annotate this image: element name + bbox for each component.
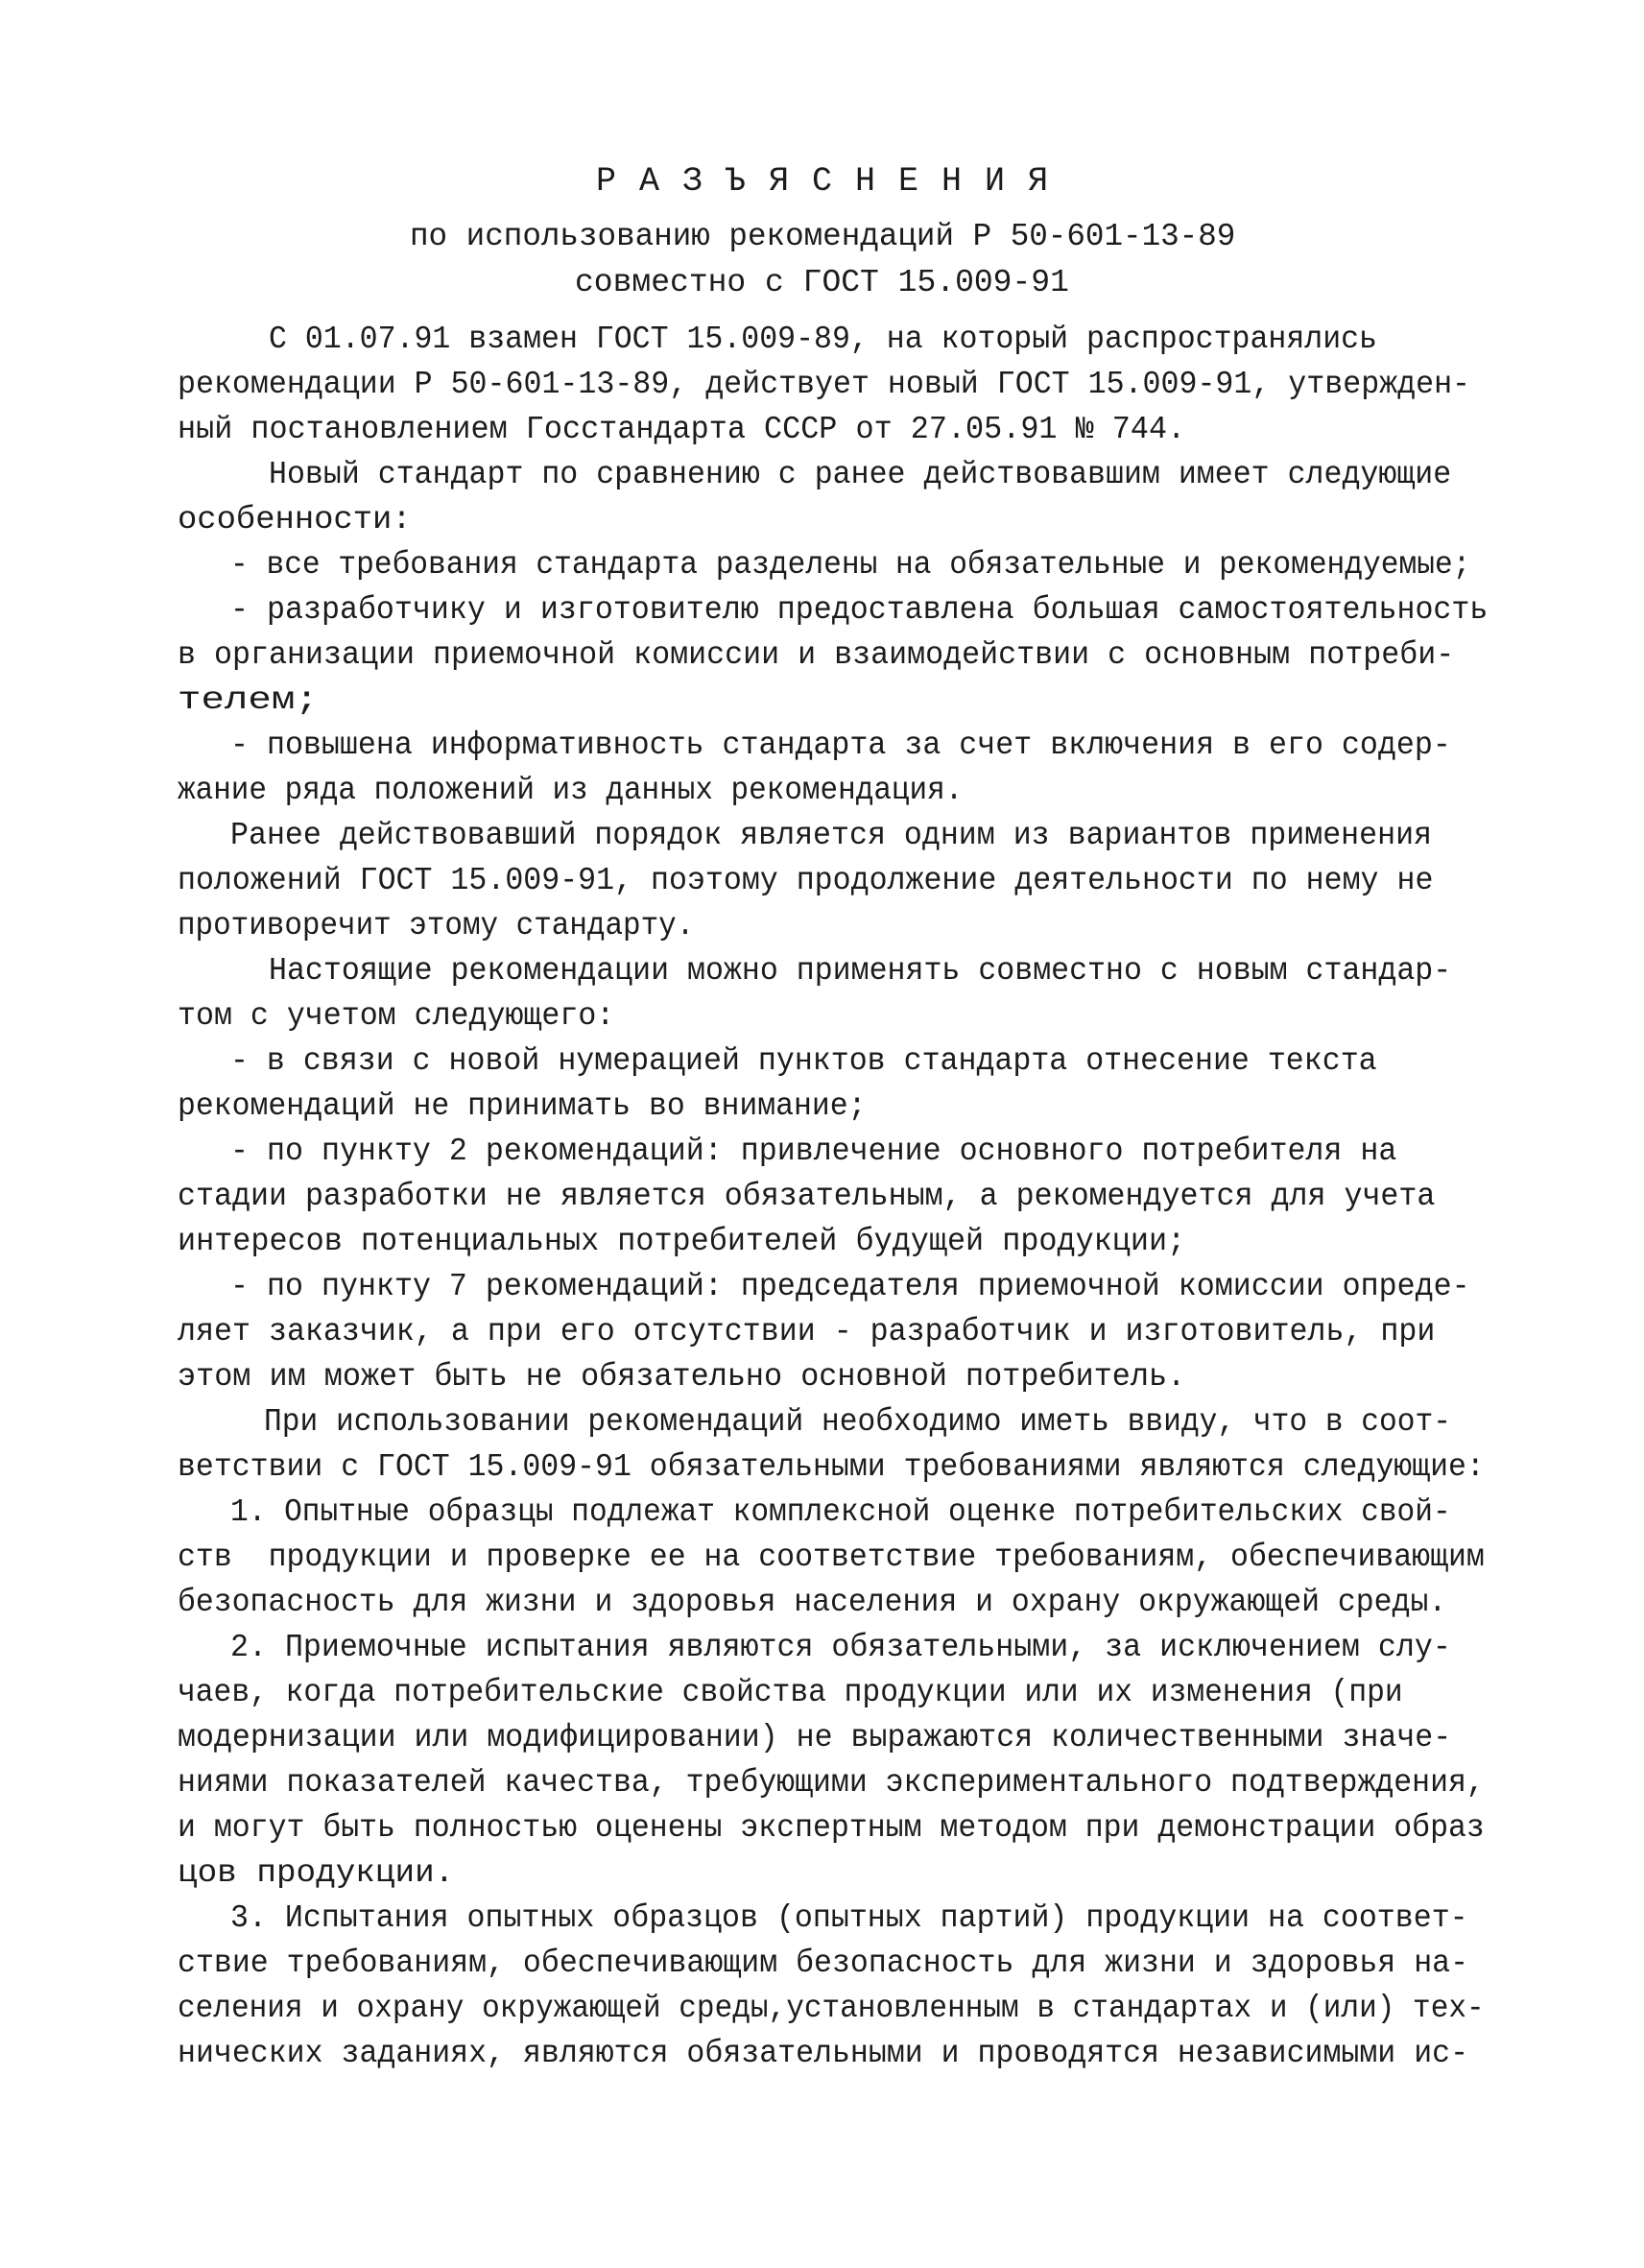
body-line: ляет заказчик, а при его отсутствии - разработчик и изготовитель, при bbox=[178, 1314, 1436, 1349]
document-title: РАЗЪЯСНЕНИЯ bbox=[595, 162, 1072, 201]
body-line: - по пункту 2 рекомендаций: привлечение основного потребителя на bbox=[230, 1134, 1397, 1169]
body-line: стадии разработки не является обязательным, а рекомендуется для учета bbox=[178, 1179, 1436, 1214]
body-line: - все требования стандарта разделены на обязательные и рекомендуемые; bbox=[230, 547, 1471, 583]
body-line: При использовании рекомендаций необходимо иметь ввиду, что в соот- bbox=[264, 1404, 1452, 1440]
body-line: 3. Испытания опытных образцов (опытных партий) продукции на соответ- bbox=[230, 1900, 1468, 1936]
body-line: - по пункту 7 рекомендаций: председателя приемочной комиссии опреде- bbox=[230, 1269, 1470, 1304]
body-line: 2. Приемочные испытания являются обязательными, за исключением слу- bbox=[230, 1630, 1451, 1665]
body-line: телем; bbox=[178, 682, 319, 718]
body-line: рекомендаций не принимать во внимание; bbox=[178, 1088, 867, 1124]
body-line: жание ряда положений из данных рекомендация. bbox=[178, 773, 964, 808]
body-line: в организации приемочной комиссии и взаимодействии с основным потреби- bbox=[178, 637, 1455, 673]
body-line: ств продукции и проверке ее на соответствие требованиям, обеспечивающим bbox=[178, 1540, 1485, 1575]
body-line: ствие требованиям, обеспечивающим безопасность для жизни и здоровья на- bbox=[178, 1946, 1469, 1981]
body-line: интересов потенциальных потребителей будущей продукции; bbox=[178, 1224, 1186, 1259]
body-line: том с учетом следующего: bbox=[178, 998, 615, 1034]
body-line: противоречит этому стандарту. bbox=[178, 908, 695, 943]
body-line: положений ГОСТ 15.009-91, поэтому продолжение деятельности по нему не bbox=[178, 863, 1434, 898]
body-line: цов продукции. bbox=[178, 1855, 455, 1891]
body-line: этом им может быть не обязательно основной потребитель. bbox=[178, 1359, 1186, 1395]
body-line: особенности: bbox=[178, 502, 412, 537]
body-line: - разработчику и изготовителю предоставлена большая самостоятельность bbox=[230, 592, 1489, 628]
body-line: безопасность для жизни и здоровья населения и охрану окружающей среды. bbox=[178, 1585, 1447, 1620]
body-line: селения и охрану окружающей среды,установленным в стандартах и (или) тех- bbox=[178, 1991, 1485, 2026]
body-line: нических заданиях, являются обязательными и проводятся независимыми ис- bbox=[178, 2036, 1469, 2071]
body-line: рекомендации Р 50-601-13-89, действует новый ГОСТ 15.009-91, утвержден- bbox=[178, 367, 1471, 402]
document-subtitle: совместно с ГОСТ 15.009-91 bbox=[575, 265, 1069, 300]
body-line: Настоящие рекомендации можно применять совместно с новым стандар- bbox=[269, 953, 1452, 989]
body-line: ниями показателей качества, требующими экспериментального подтверждения, bbox=[178, 1765, 1485, 1801]
body-line: и могут быть полностью оценены экспертным методом при демонстрации образ bbox=[178, 1810, 1485, 1846]
body-line: 1. Опытные образцы подлежат комплексной оценке потребительских свой- bbox=[230, 1494, 1451, 1530]
body-line: - в связи с новой нумерацией пунктов стандарта отнесение текста bbox=[230, 1043, 1377, 1079]
document-subtitle: по использованию рекомендаций Р 50-601-13-89 bbox=[410, 219, 1236, 254]
body-line: ный постановлением Госстандарта СССР от 27.05.91 № 744. bbox=[178, 412, 1186, 447]
body-line: Новый стандарт по сравнению с ранее действовавшим имеет следующие bbox=[269, 457, 1452, 492]
body-line: модернизации или модифицировании) не выражаются количественными значе- bbox=[178, 1720, 1452, 1755]
body-line: - повышена информативность стандарта за счет включения в его содер- bbox=[230, 728, 1451, 763]
body-line: Ранее действовавший порядок является одним из вариантов применения bbox=[230, 818, 1433, 853]
body-line: ветствии с ГОСТ 15.009-91 обязательными требованиями являются следующие: bbox=[178, 1449, 1485, 1485]
body-line: чаев, когда потребительские свойства продукции или их изменения (при bbox=[178, 1675, 1403, 1710]
body-line: С 01.07.91 взамен ГОСТ 15.009-89, на который распространялись bbox=[269, 322, 1377, 357]
